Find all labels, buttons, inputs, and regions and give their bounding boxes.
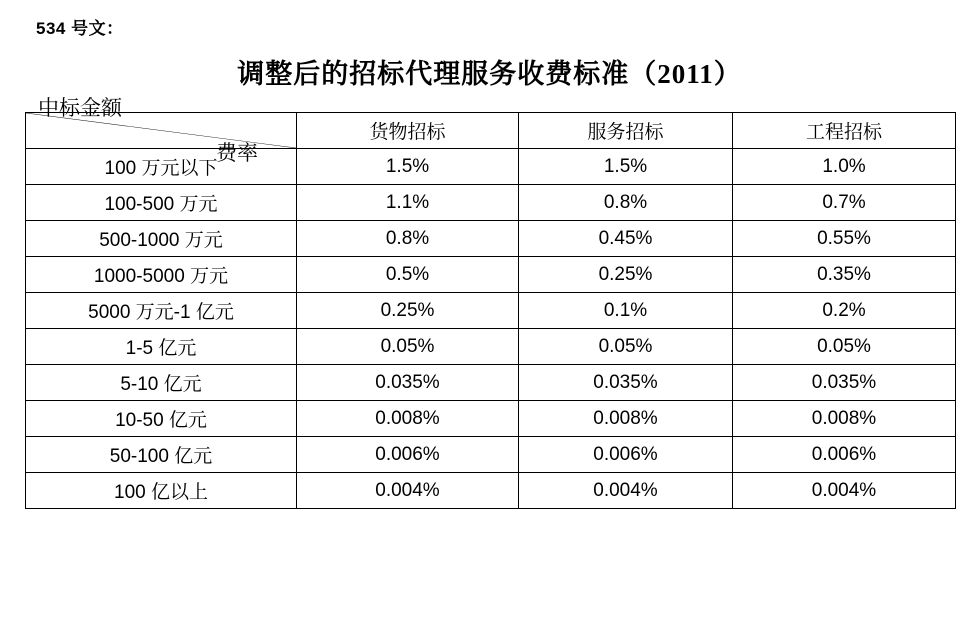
table-row — [26, 221, 956, 257]
cell-value: 0.006% — [519, 437, 733, 473]
row-label: 5000 万元-1 亿元 — [26, 293, 297, 329]
corner-rate-label: 费率 — [216, 141, 258, 165]
row-label: 10-50 亿元 — [26, 401, 297, 437]
cell-value: 0.5% — [297, 257, 519, 293]
cell-value: 0.45% — [519, 221, 733, 257]
table-row — [26, 473, 956, 509]
cell-value: 0.05% — [297, 329, 519, 365]
cell-value: 0.006% — [297, 437, 519, 473]
table-row — [26, 437, 956, 473]
fee-standard-table — [25, 96, 956, 509]
cell-value: 0.035% — [519, 365, 733, 401]
cell-value: 0.1% — [519, 293, 733, 329]
cell-value: 0.008% — [519, 401, 733, 437]
cell-value: 0.035% — [297, 365, 519, 401]
row-label: 100-500 万元 — [26, 185, 297, 221]
page-title: 调整后的招标代理服务收费标准（2011） — [237, 59, 742, 89]
row-label: 1-5 亿元 — [26, 329, 297, 365]
cell-value: 0.7% — [733, 185, 956, 221]
cell-value: 0.25% — [297, 293, 519, 329]
cell-value: 0.8% — [519, 185, 733, 221]
cell-value: 0.05% — [733, 329, 956, 365]
cell-value: 0.55% — [733, 221, 956, 257]
row-label: 500-1000 万元 — [26, 221, 297, 257]
cell-value: 0.004% — [297, 473, 519, 509]
cell-value: 0.006% — [733, 437, 956, 473]
table-row — [26, 329, 956, 365]
row-label: 5-10 亿元 — [26, 365, 297, 401]
cell-value: 1.5% — [519, 149, 733, 185]
cell-value: 1.1% — [297, 185, 519, 221]
cell-value: 0.35% — [733, 257, 956, 293]
corner-amount-label: 中标金额 — [38, 96, 122, 120]
cell-value: 0.008% — [297, 401, 519, 437]
cell-value: 1.0% — [733, 149, 956, 185]
column-header-works: 工程招标 — [733, 113, 956, 149]
cell-value: 0.8% — [297, 221, 519, 257]
table-row — [26, 293, 956, 329]
cell-value: 0.004% — [519, 473, 733, 509]
table-row — [26, 401, 956, 437]
table-row — [26, 365, 956, 401]
table-row — [26, 185, 956, 221]
column-header-goods: 货物招标 — [297, 113, 519, 149]
fee-standard-table-container — [25, 96, 955, 509]
cell-value: 0.004% — [733, 473, 956, 509]
row-label: 100 万元以下 — [26, 149, 297, 185]
table-row — [26, 257, 956, 293]
cell-value: 1.5% — [297, 149, 519, 185]
row-label: 100 亿以上 — [26, 473, 297, 509]
table-corner-cell — [26, 96, 297, 165]
cell-value: 0.05% — [519, 329, 733, 365]
table-header-row — [26, 113, 956, 149]
table-row — [26, 149, 956, 185]
row-label: 1000-5000 万元 — [26, 257, 297, 293]
cell-value: 0.035% — [733, 365, 956, 401]
cell-value: 0.2% — [733, 293, 956, 329]
column-header-services: 服务招标 — [519, 113, 733, 149]
row-label: 50-100 亿元 — [26, 437, 297, 473]
cell-value: 0.008% — [733, 401, 956, 437]
document-reference-number: 534 号文： — [36, 19, 124, 38]
cell-value: 0.25% — [519, 257, 733, 293]
